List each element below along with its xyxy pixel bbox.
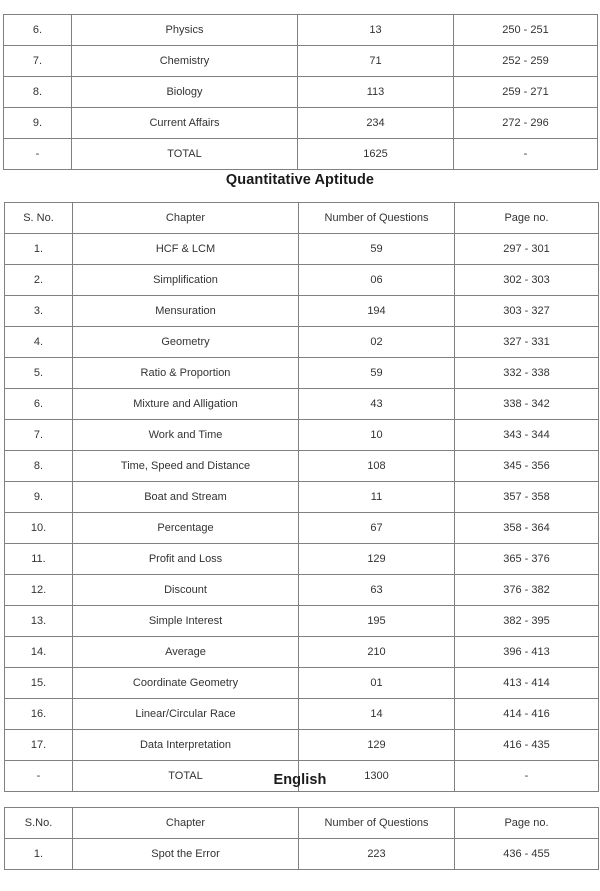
table-row: [5, 451, 599, 482]
cell-chapter: Percentage: [73, 513, 299, 544]
cell-chapter: HCF & LCM: [73, 234, 299, 265]
column-header-questions: Number of Questions: [299, 203, 455, 234]
table-body-english: [5, 839, 599, 870]
section-title-quantitative-aptitude: Quantitative Aptitude: [225, 172, 375, 188]
cell-questions: 113: [298, 77, 454, 108]
cell-questions: 210: [299, 637, 455, 668]
cell-sno: -: [4, 139, 72, 170]
toc-table-quantitative-aptitude: [4, 202, 599, 792]
table-row: [5, 839, 599, 870]
cell-questions: 1625: [298, 139, 454, 170]
cell-pages: 252 - 259: [454, 46, 598, 77]
cell-pages: 343 - 344: [455, 420, 599, 451]
table-row: [5, 513, 599, 544]
cell-questions: 195: [299, 606, 455, 637]
cell-chapter: Simplification: [73, 265, 299, 296]
cell-sno: 8.: [5, 451, 73, 482]
cell-chapter: Discount: [73, 575, 299, 606]
cell-sno: 12.: [5, 575, 73, 606]
cell-questions: 06: [299, 265, 455, 296]
cell-pages: 357 - 358: [455, 482, 599, 513]
cell-chapter: Mensuration: [73, 296, 299, 327]
cell-pages: 272 - 296: [454, 108, 598, 139]
table-header-english: [5, 808, 599, 839]
table-row: [5, 358, 599, 389]
cell-sno: 9.: [4, 108, 72, 139]
column-header-chapter: Chapter: [73, 808, 299, 839]
table-row: [5, 234, 599, 265]
cell-sno: 9.: [5, 482, 73, 513]
table-row: [4, 15, 598, 46]
cell-questions: 234: [298, 108, 454, 139]
cell-pages: 302 - 303: [455, 265, 599, 296]
cell-pages: 436 - 455: [455, 839, 599, 870]
cell-pages: -: [454, 139, 598, 170]
cell-sno: 10.: [5, 513, 73, 544]
table-row: [5, 699, 599, 730]
toc-table: [3, 14, 598, 170]
cell-sno: 4.: [5, 327, 73, 358]
cell-sno: 15.: [5, 668, 73, 699]
table-header-quantitative-aptitude: [5, 203, 599, 234]
table-row: [4, 77, 598, 108]
cell-pages: 327 - 331: [455, 327, 599, 358]
column-header-sno: S. No.: [5, 203, 73, 234]
cell-questions: 129: [299, 544, 455, 575]
table-row: [5, 575, 599, 606]
cell-sno: 3.: [5, 296, 73, 327]
toc-table-english: [4, 807, 599, 870]
cell-chapter: Chemistry: [72, 46, 298, 77]
cell-pages: 259 - 271: [454, 77, 598, 108]
cell-chapter: Mixture and Alligation: [73, 389, 299, 420]
cell-questions: 11: [299, 482, 455, 513]
cell-sno: 13.: [5, 606, 73, 637]
table-row: [5, 420, 599, 451]
table-row: [5, 544, 599, 575]
cell-pages: 376 - 382: [455, 575, 599, 606]
cell-chapter: Ratio & Proportion: [73, 358, 299, 389]
table-row: [4, 46, 598, 77]
table-row: [5, 637, 599, 668]
table-row: [4, 108, 598, 139]
cell-pages: 396 - 413: [455, 637, 599, 668]
section-title-english: English: [273, 772, 327, 788]
cell-chapter: Coordinate Geometry: [73, 668, 299, 699]
cell-questions: 223: [299, 839, 455, 870]
cell-pages: 414 - 416: [455, 699, 599, 730]
cell-sno: 7.: [5, 420, 73, 451]
cell-chapter: TOTAL: [73, 761, 299, 792]
table-body-continued: [4, 15, 598, 170]
cell-chapter: Average: [73, 637, 299, 668]
cell-questions: 67: [299, 513, 455, 544]
cell-chapter: Profit and Loss: [73, 544, 299, 575]
table-general-awareness-continued: [3, 14, 598, 170]
cell-pages: 413 - 414: [455, 668, 599, 699]
cell-sno: 8.: [4, 77, 72, 108]
cell-sno: 2.: [5, 265, 73, 296]
cell-sno: -: [5, 761, 73, 792]
cell-pages: 345 - 356: [455, 451, 599, 482]
table-row: [5, 265, 599, 296]
cell-sno: 6.: [5, 389, 73, 420]
cell-questions: 59: [299, 358, 455, 389]
cell-questions: 1300: [299, 761, 455, 792]
cell-pages: 332 - 338: [455, 358, 599, 389]
cell-chapter: Biology: [72, 77, 298, 108]
table-row: [4, 139, 598, 170]
table-row: [5, 730, 599, 761]
cell-pages: 382 - 395: [455, 606, 599, 637]
column-header-pages: Page no.: [455, 203, 599, 234]
cell-chapter: Boat and Stream: [73, 482, 299, 513]
cell-pages: 303 - 327: [455, 296, 599, 327]
cell-chapter: Work and Time: [73, 420, 299, 451]
cell-questions: 63: [299, 575, 455, 606]
cell-questions: 59: [299, 234, 455, 265]
cell-chapter: Linear/Circular Race: [73, 699, 299, 730]
cell-questions: 43: [299, 389, 455, 420]
cell-chapter: Geometry: [73, 327, 299, 358]
cell-pages: 338 - 342: [455, 389, 599, 420]
cell-questions: 02: [299, 327, 455, 358]
cell-pages: 365 - 376: [455, 544, 599, 575]
table-row: [5, 327, 599, 358]
table-body-quantitative-aptitude: [5, 234, 599, 792]
cell-questions: 129: [299, 730, 455, 761]
cell-sno: 16.: [5, 699, 73, 730]
cell-sno: 17.: [5, 730, 73, 761]
cell-pages: 297 - 301: [455, 234, 599, 265]
cell-questions: 108: [299, 451, 455, 482]
cell-sno: 1.: [5, 839, 73, 870]
section-quantitative-aptitude: [0, 172, 600, 792]
cell-pages: 416 - 435: [455, 730, 599, 761]
table-row: [5, 296, 599, 327]
cell-chapter: Current Affairs: [72, 108, 298, 139]
cell-chapter: Simple Interest: [73, 606, 299, 637]
cell-chapter: Data Interpretation: [73, 730, 299, 761]
cell-chapter: Time, Speed and Distance: [73, 451, 299, 482]
cell-chapter: TOTAL: [72, 139, 298, 170]
cell-chapter: Physics: [72, 15, 298, 46]
cell-sno: 7.: [4, 46, 72, 77]
section-english: [0, 772, 600, 870]
table-header-row: [5, 203, 599, 234]
cell-sno: 5.: [5, 358, 73, 389]
table-header-row: [5, 808, 599, 839]
cell-sno: 1.: [5, 234, 73, 265]
table-row: [5, 606, 599, 637]
cell-questions: 14: [299, 699, 455, 730]
cell-pages: 250 - 251: [454, 15, 598, 46]
cell-sno: 6.: [4, 15, 72, 46]
column-header-questions: Number of Questions: [299, 808, 455, 839]
cell-questions: 10: [299, 420, 455, 451]
cell-pages: -: [455, 761, 599, 792]
cell-sno: 14.: [5, 637, 73, 668]
cell-questions: 194: [299, 296, 455, 327]
table-row: [5, 668, 599, 699]
cell-questions: 01: [299, 668, 455, 699]
cell-questions: 71: [298, 46, 454, 77]
cell-pages: 358 - 364: [455, 513, 599, 544]
cell-sno: 11.: [5, 544, 73, 575]
column-header-sno: S.No.: [5, 808, 73, 839]
column-header-chapter: Chapter: [73, 203, 299, 234]
cell-questions: 13: [298, 15, 454, 46]
table-row: [5, 389, 599, 420]
column-header-pages: Page no.: [455, 808, 599, 839]
cell-chapter: Spot the Error: [73, 839, 299, 870]
table-row: [5, 482, 599, 513]
